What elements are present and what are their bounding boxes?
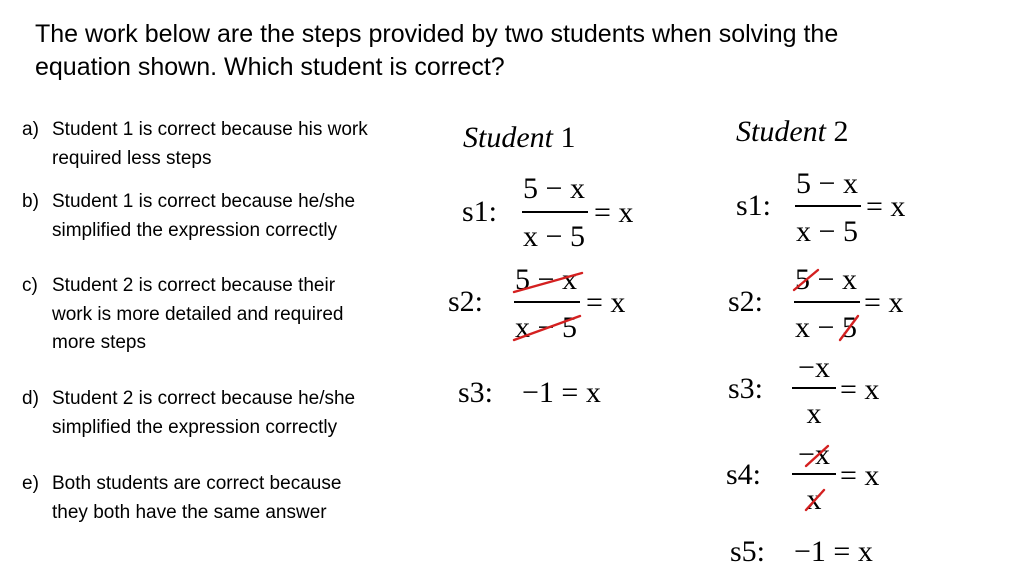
- student-2-step-2-numerator: 5 − x: [795, 263, 857, 296]
- option-a[interactable]: [22, 116, 422, 173]
- student-2-step-3-rhs: = x: [840, 373, 880, 406]
- question-line-1: The work below are the steps provided by two students when solving the: [35, 20, 839, 48]
- student-2-step-5-label: s5:: [730, 535, 766, 568]
- student-1-heading-word: Student: [463, 121, 553, 154]
- option-text-line: simplified the expression correctly: [52, 416, 338, 438]
- student-1-step-2-denominator: x − 5: [515, 311, 577, 344]
- option-text-line: they both have the same answer: [52, 501, 327, 523]
- option-text-line: simplified the expression correctly: [52, 219, 338, 241]
- option-letter: a): [22, 119, 39, 140]
- fraction-bar: [514, 301, 580, 303]
- student-1-step-2-rhs: = x: [586, 286, 626, 319]
- fraction-bar: [522, 211, 588, 213]
- option-letter: e): [22, 473, 39, 494]
- question-line-2: equation shown. Which student is correct?: [35, 53, 505, 81]
- student-1-heading-num: 1: [560, 121, 576, 154]
- option-text-line: Student 1 is correct because he/she: [52, 191, 356, 212]
- student-2-step-4-label: s4:: [726, 458, 762, 491]
- student-2-step-4-denominator: x: [806, 483, 822, 516]
- student-2-heading: [736, 117, 849, 147]
- option-d[interactable]: [22, 385, 422, 442]
- fraction-bar: [792, 473, 836, 475]
- student-2-step-3-numerator: −x: [798, 351, 830, 384]
- option-text-line: more steps: [52, 332, 146, 353]
- option-text-line: Student 2 is correct because he/she: [52, 388, 356, 409]
- student-2-step-4-numerator: −x: [798, 438, 830, 471]
- student-1-step-1-denominator: x − 5: [523, 220, 585, 253]
- option-letter: d): [22, 388, 39, 409]
- fraction-bar: [794, 301, 860, 303]
- option-text-line: Student 1 is correct because his work: [52, 119, 368, 140]
- option-e[interactable]: [22, 470, 422, 527]
- student-2-step-1-denominator: x − 5: [796, 215, 858, 248]
- option-text-line: work is more detailed and required: [52, 303, 344, 325]
- student-2-step-3-denominator: x: [806, 397, 822, 430]
- student-2-step-2-label: s2:: [728, 285, 764, 318]
- student-2-heading-num: 2: [833, 115, 849, 148]
- student-2-step-2-rhs: = x: [864, 286, 904, 319]
- student-2-step-3-label: s3:: [728, 372, 764, 405]
- student-1-step-1-numerator: 5 − x: [523, 172, 585, 205]
- student-1-step-2-label: s2:: [448, 285, 484, 318]
- student-2-step-1-rhs: = x: [866, 190, 906, 223]
- option-letter: b): [22, 191, 39, 212]
- student-2-step-1-numerator: 5 − x: [796, 167, 858, 200]
- student-1-step-3-expr: −1 = x: [522, 376, 601, 409]
- student-1-step-1-rhs: = x: [594, 196, 634, 229]
- student-2-step-2-denominator: x − 5: [795, 311, 857, 344]
- student-2-heading-word: Student: [736, 115, 826, 148]
- student-1-heading: [463, 123, 576, 153]
- fraction-bar: [795, 205, 861, 207]
- option-letter: c): [22, 275, 38, 296]
- student-1-step-3-label: s3:: [458, 376, 494, 409]
- student-1-step-2-numerator: 5 − x: [515, 263, 577, 296]
- option-b[interactable]: [22, 188, 422, 245]
- student-2-step-4-rhs: = x: [840, 459, 880, 492]
- question-text: [35, 18, 995, 84]
- student-1-step-1-label: s1:: [462, 195, 498, 228]
- student-2-step-5-expr: −1 = x: [794, 535, 873, 568]
- fraction-bar: [792, 387, 836, 389]
- option-text-line: Both students are correct because: [52, 473, 342, 494]
- student-2-step-1-label: s1:: [736, 189, 772, 222]
- option-text-line: required less steps: [52, 147, 212, 169]
- option-c[interactable]: [22, 272, 422, 358]
- option-text-line: Student 2 is correct because their: [52, 275, 336, 296]
